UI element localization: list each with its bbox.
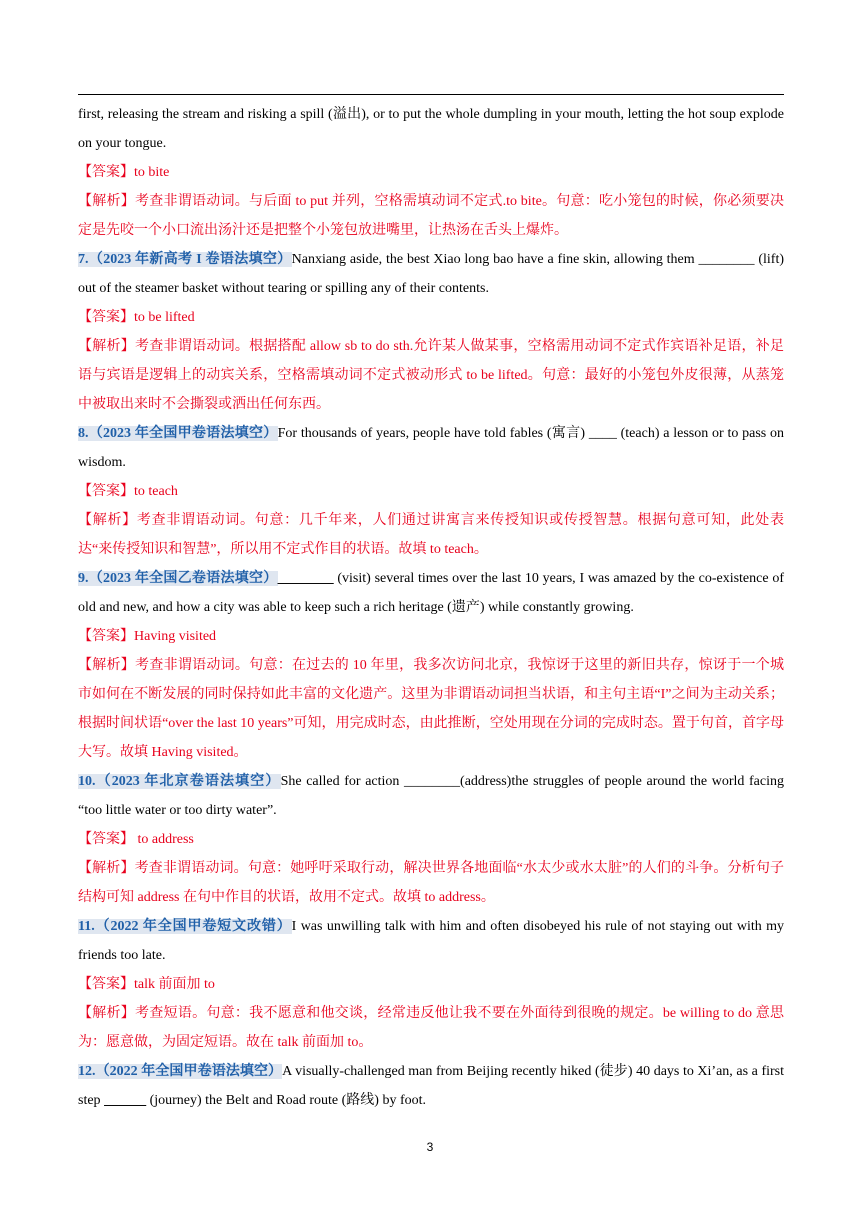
answer-10: 【答案】 to address <box>78 832 194 847</box>
question-tag-7: 7.（2023 年新高考 I 卷语法填空） <box>78 252 292 267</box>
question-tag-12: 12.（2022 年全国甲卷语法填空） <box>78 1064 283 1079</box>
question-10 <box>78 767 784 825</box>
answer-6: 【答案】to bite <box>78 165 170 180</box>
question-8-text-b: (teach) a lesson or to pass on wisdom. <box>78 426 785 470</box>
page-number: 3 <box>426 1140 434 1154</box>
blank-9: ________ <box>277 571 334 586</box>
answer-8: 【答案】to teach <box>78 484 178 499</box>
blank-10: ________ <box>404 774 461 789</box>
document-body <box>78 100 784 1115</box>
header-rule <box>78 94 784 95</box>
question-7-text-b: (lift) out of the steamer basket without tearing or spilling any of their contents. <box>78 252 784 296</box>
question-tag-11: 11.（2022 年全国甲卷短文改错） <box>78 919 292 934</box>
question-10-text-a: She called for action <box>280 774 405 789</box>
question-12-text-a: A visually-challenged man from Beijing recently hiked (徒步) 40 days to Xi’an, as a first step <box>78 1064 784 1108</box>
question-7-text-a: Nanxiang aside, the best Xiao long bao have a fine skin, allowing them <box>291 252 699 267</box>
blank-7: ________ <box>698 252 755 267</box>
answer-7: 【答案】to be lifted <box>78 310 195 325</box>
question-tag-9: 9.（2023 年全国乙卷语法填空） <box>78 571 278 586</box>
continued-text: first, releasing the stream and risking a spill (溢出), or to put the whole dumpling in your mouth, letting the hot soup explode on your tongue. <box>78 107 784 151</box>
question-11 <box>78 912 784 970</box>
explanation-8: 【解析】考查非谓语动词。句意：几千年来，人们通过讲寓言来传授知识或传授智慧。根据句意可知，此处表达“来传授知识和智慧”，所以用不定式作目的状语。故填 to teach。 <box>78 513 784 557</box>
question-8-text-a: For thousands of years, people have told fables (寓言) <box>277 426 589 441</box>
explanation-10: 【解析】考查非谓语动词。句意：她呼吁采取行动，解决世界各地面临“水太少或水太脏”的人们的斗争。分析句子结构可知 address 在句中作目的状语，故用不定式。故填 to address。 <box>78 861 784 905</box>
question-9 <box>78 564 784 622</box>
explanation-6: 【解析】考查非谓语动词。与后面 to put 并列，空格需填动词不定式.to bite。句意：吃小笼包的时候，你必须要决定是先咬一个小口流出汤汁还是把整个小笼包放进嘴里，让热汤在舌头上爆炸。 <box>78 194 784 238</box>
blank-12: ______ <box>104 1093 147 1108</box>
question-8 <box>78 419 784 477</box>
question-10-text-b: (address)the struggles of people around the world facing “too little water or too dirty water”. <box>78 774 785 818</box>
question-tag-8: 8.（2023 年全国甲卷语法填空） <box>78 426 278 441</box>
blank-8: ____ <box>588 426 617 441</box>
answer-11: 【答案】talk 前面加 to <box>78 977 215 992</box>
question-9-text-b: (visit) several times over the last 10 years, I was amazed by the co-existence of old and new, and how a city was able to keep such a rich heritage (遗产) while constantly growing. <box>78 571 785 615</box>
answer-9: 【答案】Having visited <box>78 629 217 644</box>
question-tag-10: 10.（2023 年北京卷语法填空） <box>78 774 281 789</box>
question-11-text-a: I was unwilling talk with him and often disobeyed his rule of not staying out with my friends too late. <box>78 919 784 963</box>
explanation-7: 【解析】考查非谓语动词。根据搭配 allow sb to do sth.允许某人做某事，空格需用动词不定式作宾语补足语，补足语与宾语是逻辑上的动宾关系，空格需填动词不定式被动形式 to be lifted。句意：最好的小笼包外皮很薄，从蒸笼中被取出来时不会撕裂或洒出任何东西。 <box>78 339 784 412</box>
question-12 <box>78 1057 784 1115</box>
question-7 <box>78 245 784 303</box>
explanation-11: 【解析】考查短语。句意：我不愿意和他交谈，经常违反他让我不要在外面待到很晚的规定。be willing to do 意思为：愿意做，为固定短语。故在 talk 前面加 to。 <box>78 1006 784 1050</box>
explanation-9: 【解析】考查非谓语动词。句意：在过去的 10 年里，我多次访问北京，我惊讶于这里的新旧共存，惊讶于一个城市如何在不断发展的同时保持如此丰富的文化遗产。这里为非谓语动词担当状语，和主句主语“I”之间为主动关系；根据时间状语“over the last 10 years”可知，用完成时态，由此推断，空处用现在分词的完成时态。置于句首，首字母大写。故填 Having visited。 <box>78 658 784 760</box>
question-12-text-b: (journey) the Belt and Road route (路线) by foot. <box>146 1093 426 1108</box>
